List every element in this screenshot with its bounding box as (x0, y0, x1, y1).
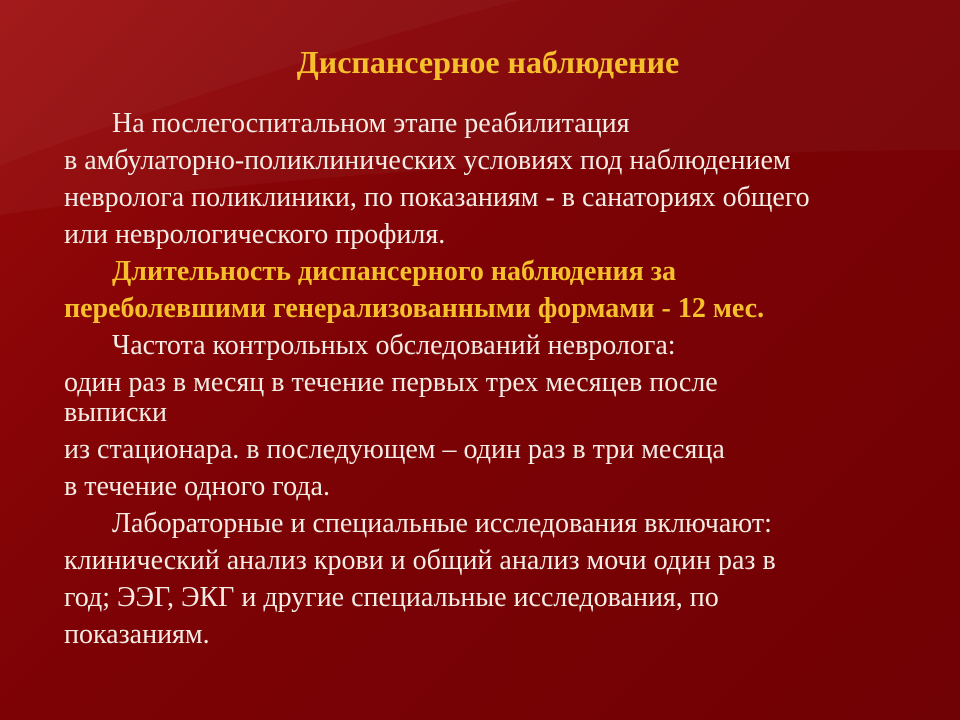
body-line-2: в амбулаторно-поликлинических условиях под наблюдением (64, 145, 791, 176)
body-line-11: клинический анализ крови и общий анализ мочи один раз в (64, 545, 776, 576)
highlight-line-1: Длительность диспансерного наблюдения за (112, 256, 677, 287)
body-line-8: из стационара. в последующем – один раз в три месяца (64, 434, 725, 465)
slide-title: Диспансерное наблюдение (296, 44, 680, 80)
body-line-3: невролога поликлиники, по показаниям - в санаториях общего (64, 182, 810, 213)
body-line-9: в течение одного года. (64, 471, 330, 502)
body-line-4: или неврологического профиля. (64, 219, 446, 250)
body-line-1: На послегоспитальном этапе реабилитация (112, 108, 630, 139)
body-line-12: год; ЭЭГ, ЭКГ и другие специальные исследования, по (64, 582, 719, 613)
body-line-6: один раз в месяц в течение первых трех месяцев после (64, 367, 718, 398)
body-line-7: выписки (64, 397, 168, 428)
highlight-line-2: переболевшими генерализованными формами - 12 мес. (64, 293, 765, 324)
body-line-13: показаниям. (64, 619, 210, 650)
body-line-5: Частота контрольных обследований невролога: (112, 330, 676, 361)
body-line-10: Лабораторные и специальные исследования включают: (112, 508, 772, 539)
